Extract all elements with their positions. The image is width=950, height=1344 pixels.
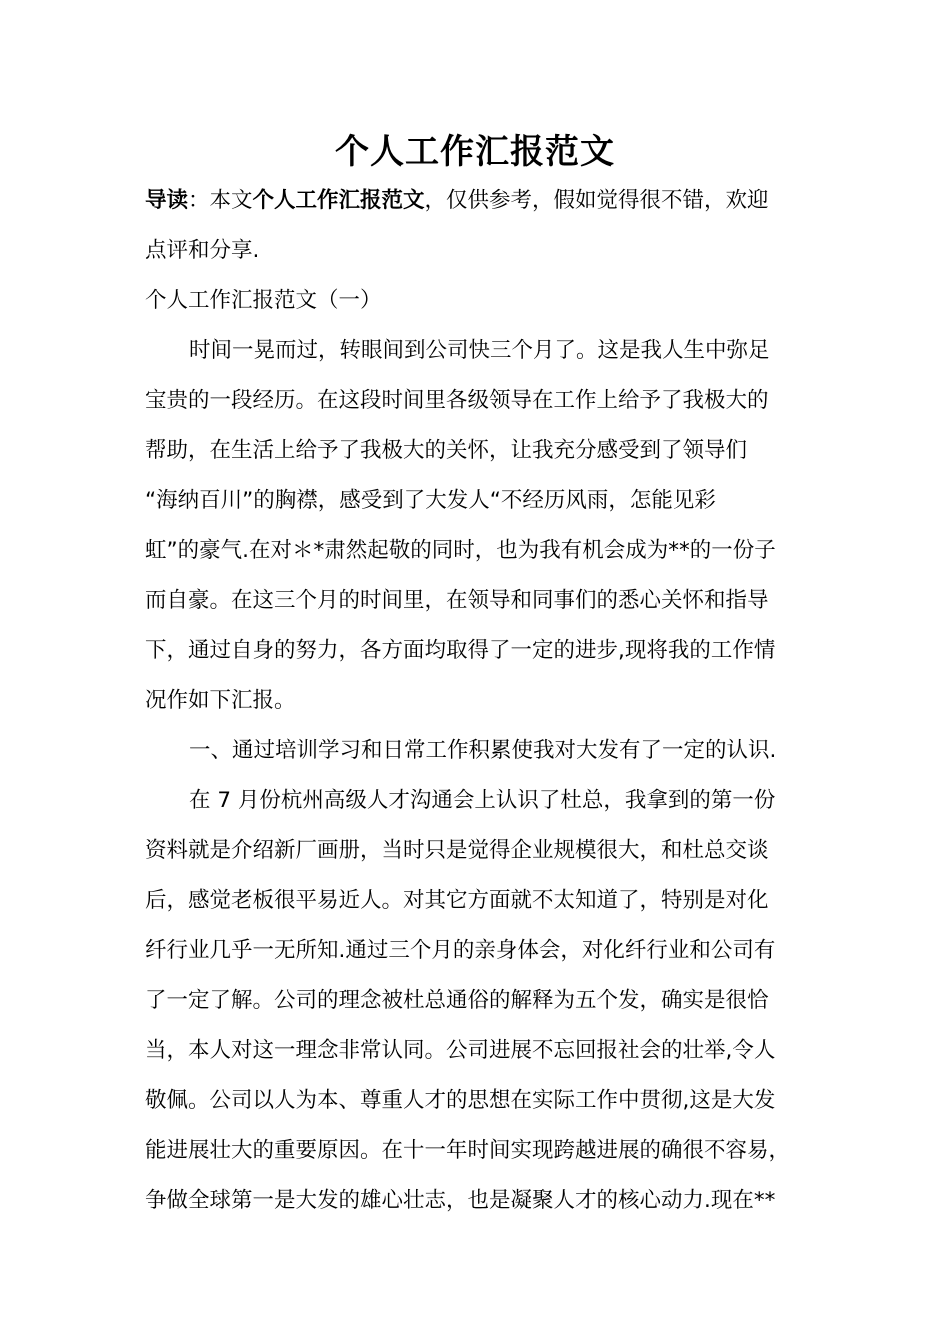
intro-doc-title: 个人工作汇报范文 [252,188,425,213]
paragraph-line: 了一定了解。公司的理念被杜总通俗的解释为五个发，确实是很恰 [145,988,769,1013]
paragraph-line: 纤行业几乎一无所知.通过三个月的亲身体会，对化纤行业和公司有 [145,938,776,963]
intro-label: 导读 [145,188,189,213]
paragraph-line: 况作如下汇报。 [145,688,296,713]
intro-line-2: 点评和分享. [145,238,260,263]
document-body [145,176,825,1226]
paragraph-line: 后，感觉老板很平易近人。对其它方面就不太知道了，特别是对化 [145,888,769,913]
intro-separator: ：本文 [188,188,253,213]
paragraph-line: 帮助，在生活上给予了我极大的关怀，让我充分感受到了领导们 [145,438,748,463]
paragraph-line: 时间一晃而过，转眼间到公司快三个月了。这是我人生中弥足 [189,338,770,363]
paragraph-2 [145,776,825,1226]
paragraph-line: 资料就是介绍新厂画册，当时只是觉得企业规模很大，和杜总交谈 [145,838,769,863]
paragraph-line: 在 7 月份杭州高级人才沟通会上认识了杜总，我拿到的第一份 [189,788,776,813]
paragraph-line: 宝贵的一段经历。在这段时间里各级领导在工作上给予了我极大的 [145,388,769,413]
paragraph-line: 虹”的豪气.在对＊*肃然起敬的同时，也为我有机会成为**的一份子 [145,538,776,563]
paragraph-line: 当，本人对这一理念非常认同。公司进展不忘回报社会的壮举,令人 [145,1038,776,1063]
document-title: 个人工作汇报范文 [335,132,615,172]
intro-line-1 [145,176,825,226]
paragraph-line: 而自豪。在这三个月的时间里，在领导和同事们的悉心关怀和指导 [145,588,769,613]
paragraph-line: 能进展壮大的重要原因。在十一年时间实现跨越进展的确很不容易， [145,1138,791,1163]
section-heading: 个人工作汇报范文（一） [145,288,382,313]
intro-rest: ，仅供参考，假如觉得很不错，欢迎 [424,188,769,213]
paragraph-line: 敬佩。公司以人为本、尊重人才的思想在实际工作中贯彻,这是大发 [145,1088,776,1113]
paragraph-1 [145,326,825,726]
point-heading-1: 一、通过培训学习和日常工作积累使我对大发有了一定的认识. [189,738,777,763]
paragraph-line: 下，通过自身的努力，各方面均取得了一定的进步,现将我的工作情 [145,638,776,663]
paragraph-line: 争做全球第一是大发的雄心壮志，也是凝聚人才的核心动力.现在** [145,1188,776,1213]
paragraph-line: “海纳百川”的胸襟，感受到了大发人“不经历风雨，怎能见彩 [145,488,716,513]
